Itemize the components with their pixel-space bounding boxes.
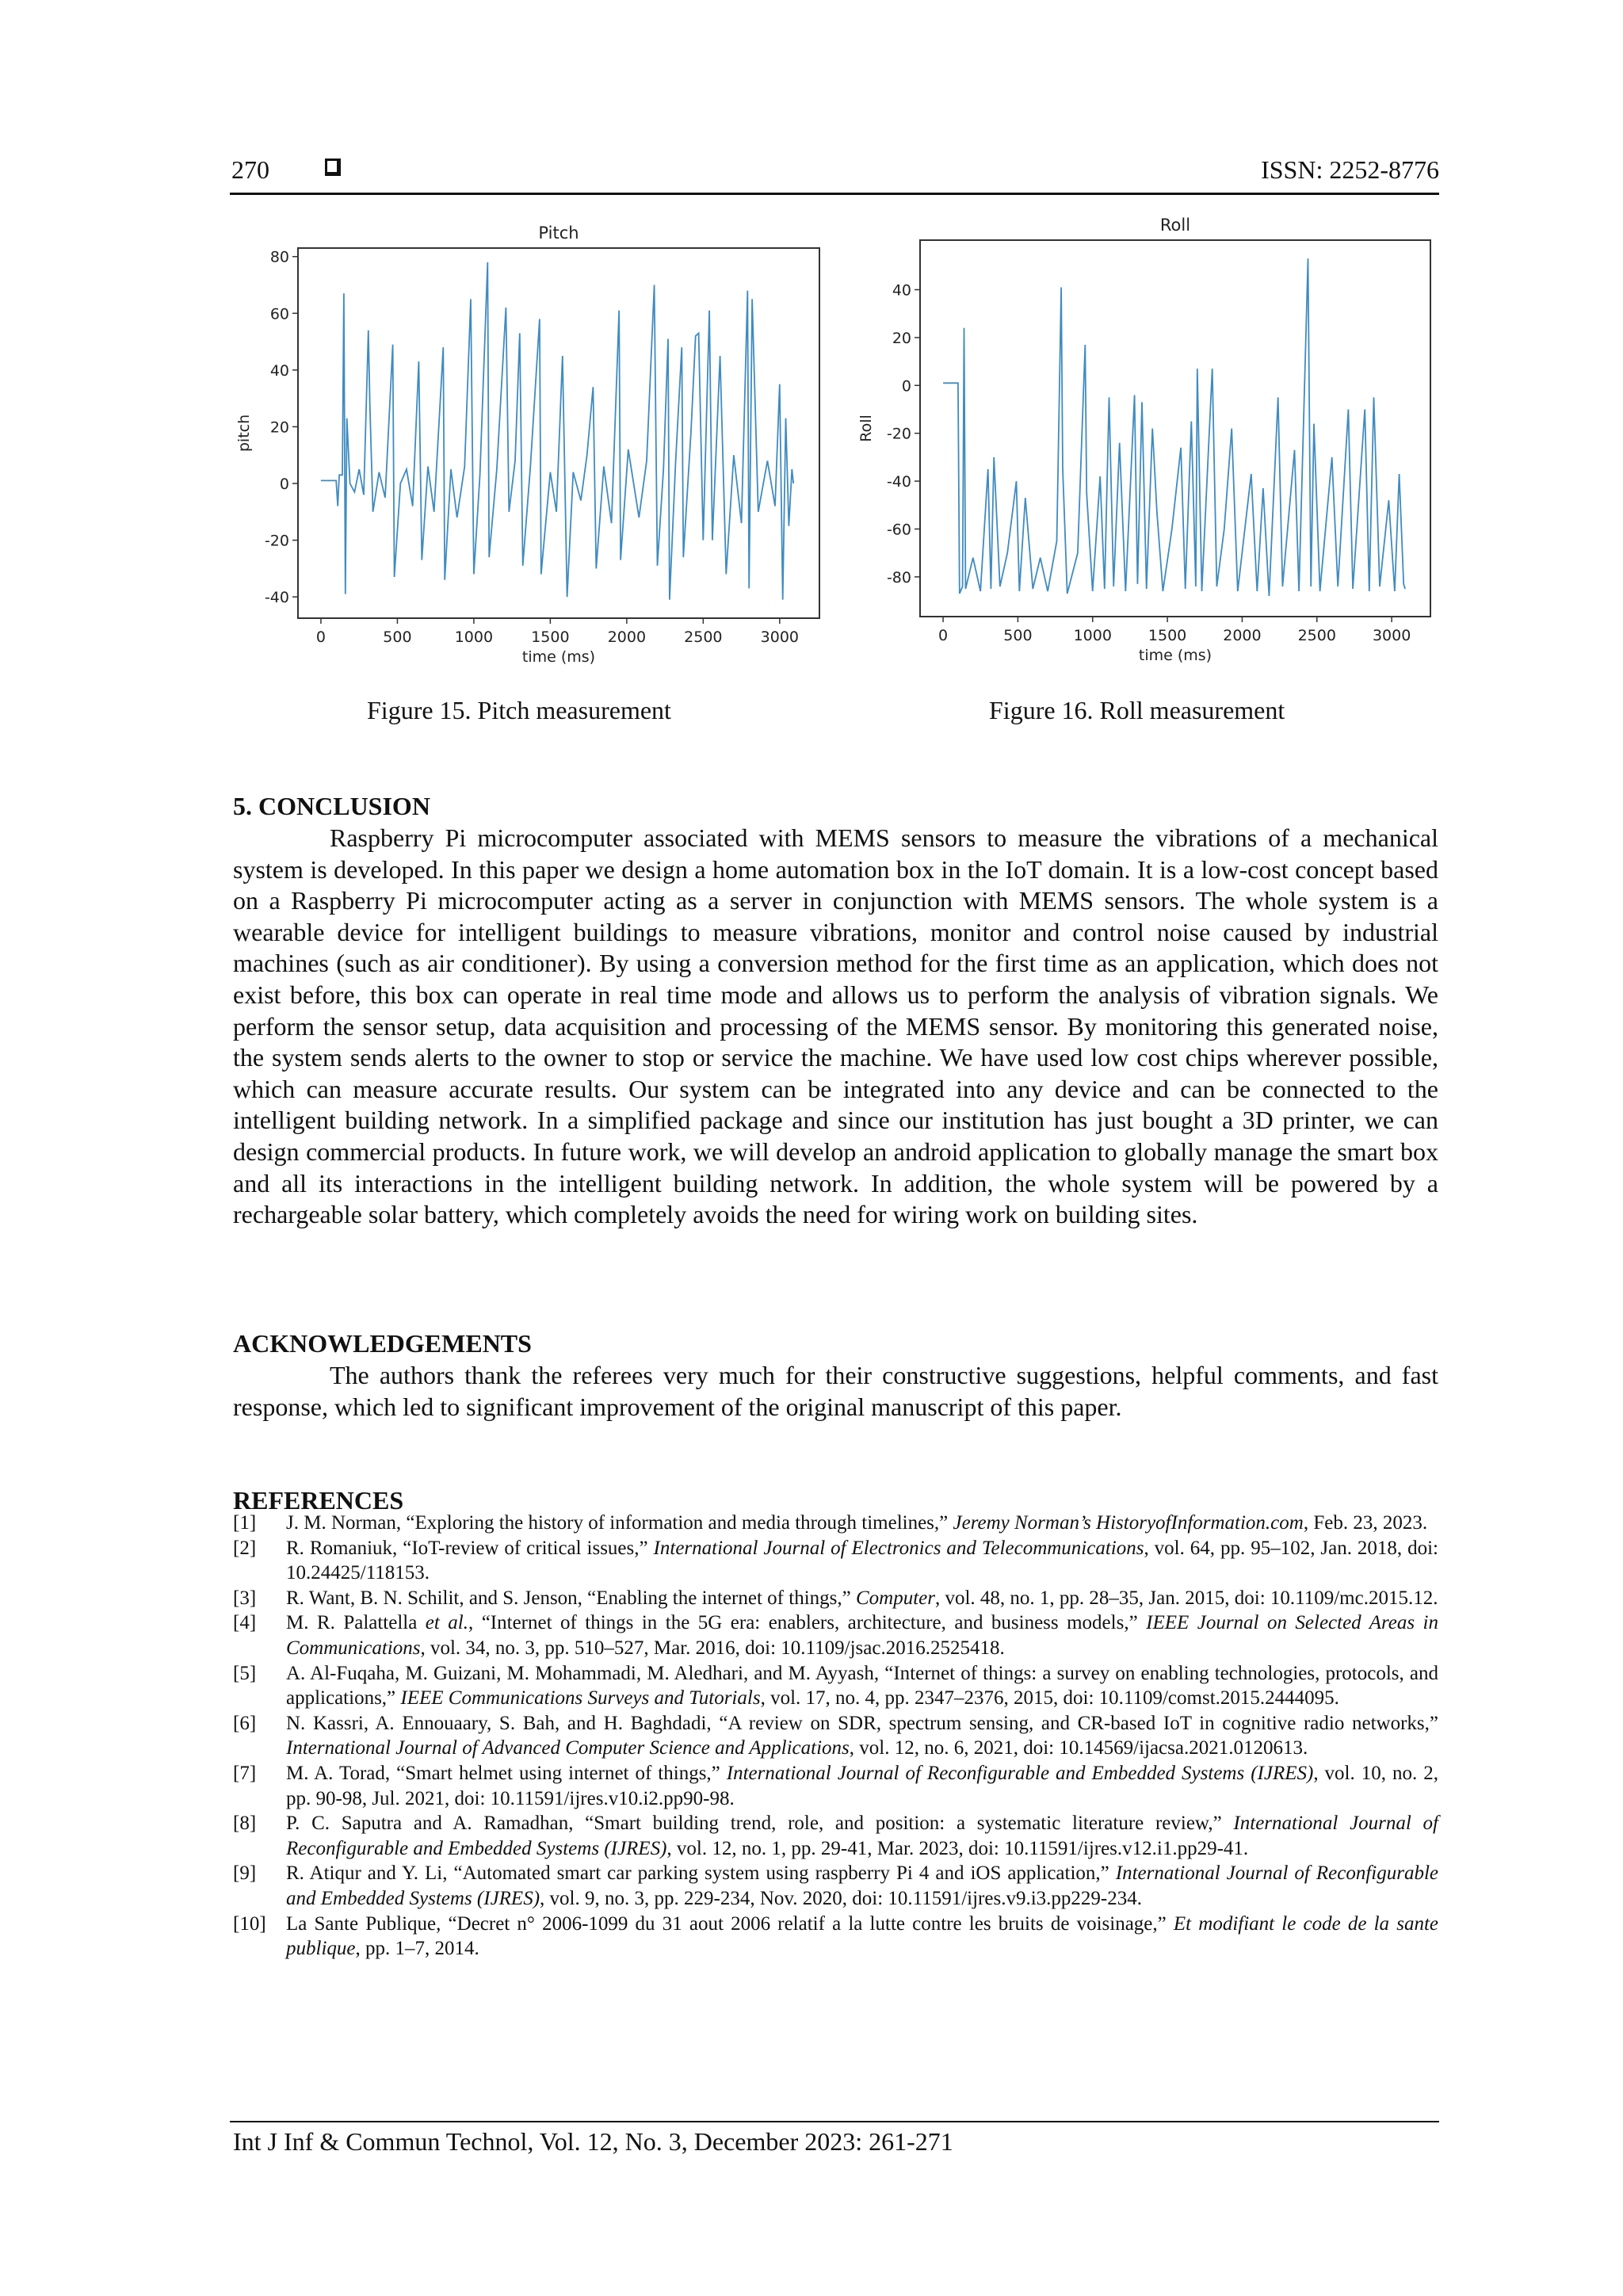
reference-part: M. R. Palattella (286, 1612, 426, 1634)
reference-part: , vol. 12, no. 1, pp. 29-41, Mar. 2023, doi: 10.11591/ijres.v12.i1.pp29-41. (666, 1837, 1249, 1859)
pitch-y-tick-label: 40 (269, 361, 289, 380)
pitch-y-tick-label: 80 (269, 248, 289, 266)
roll-plot-frame (920, 240, 1430, 617)
reference-number: [7] (233, 1762, 257, 1784)
reference-text (286, 1711, 1438, 1761)
pitch-x-tick-label: 0 (315, 628, 326, 646)
reference-text (286, 1861, 1438, 1911)
reference-item (233, 1586, 1438, 1611)
roll-x-tick-label: 500 (1003, 627, 1033, 644)
roll-x-tick-label: 2500 (1297, 627, 1336, 644)
reference-text (286, 1912, 1438, 1962)
reference-text (286, 1661, 1438, 1711)
roll-y-axis-label: Roll (857, 415, 875, 442)
reference-part: La Sante Publique, “Decret n° 2006-1099 du 31 aout 2006 relatif a la lutte contre les bruits de voisinage,” (286, 1912, 1174, 1935)
pitch-x-tick-label: 1500 (531, 628, 570, 646)
pitch-x-axis-label: time (ms) (521, 648, 596, 666)
reference-part: , vol. 17, no. 4, pp. 2347–2376, 2015, doi: 10.1109/comst.2015.2444095. (760, 1687, 1339, 1710)
reference-part: , pp. 1–7, 2014. (355, 1938, 479, 1960)
reference-source: IEEE Communications Surveys and Tutorials (400, 1687, 761, 1710)
roll-x-tick-label: 0 (938, 627, 949, 644)
reference-number: [2] (233, 1537, 257, 1559)
pitch-y-tick-label: 0 (279, 476, 289, 494)
reference-item (233, 1511, 1438, 1536)
pitch-x-tick-label: 3000 (760, 628, 800, 646)
reference-item (233, 1610, 1438, 1660)
reference-part: J. M. Norman, “Exploring the history of information and media through timelines,” (286, 1512, 953, 1534)
reference-text (286, 1586, 1438, 1611)
reference-number: [4] (233, 1612, 257, 1634)
reference-number: [1] (233, 1512, 257, 1534)
pitch-y-tick-label: 60 (269, 305, 289, 323)
reference-part: , vol. 34, no. 3, pp. 510–527, Mar. 2016, doi: 10.1109/jsac.2016.2525418. (420, 1637, 1005, 1659)
reference-source: International Journal of Reconfigurable and Embedded Systems (IJRES) (286, 1813, 1439, 1859)
roll-y-tick-label: -80 (886, 568, 911, 586)
reference-text (286, 1610, 1438, 1660)
reference-number: [8] (233, 1813, 257, 1835)
roll-x-tick-label: 1000 (1073, 627, 1112, 644)
roll-x-axis-label: time (ms) (1138, 647, 1212, 664)
roll-chart-title: Roll (1159, 216, 1191, 235)
pitch-x-tick-label: 500 (383, 628, 412, 646)
reference-number: [9] (233, 1862, 257, 1885)
footer-citation: Int J Inf & Commun Technol, Vol. 12, No. 3, December 2023: 261-271 (233, 2127, 953, 2156)
figure-15-caption: Figure 15. Pitch measurement (367, 696, 671, 724)
reference-source: Et modifiant le code de la sante publique (286, 1912, 1438, 1960)
reference-item (233, 1912, 1438, 1962)
reference-text (286, 1536, 1438, 1586)
roll-x-tick-label: 2000 (1223, 627, 1262, 644)
reference-number: [10] (233, 1912, 266, 1935)
reference-item (233, 1536, 1438, 1586)
reference-part: R. Atiqur and Y. Li, “Automated smart car parking system using raspberry Pi 4 and iOS application,” (286, 1862, 1116, 1885)
reference-part: , Feb. 23, 2023. (1303, 1512, 1428, 1534)
roll-y-tick-label: -60 (886, 521, 911, 539)
pitch-x-tick-label: 1000 (454, 628, 494, 646)
reference-part: M. A. Torad, “Smart helmet using internet of things,” (286, 1762, 727, 1784)
pitch-y-tick-label: -40 (264, 589, 289, 607)
reference-number: [5] (233, 1662, 257, 1684)
reference-source: International Journal of Reconfigurable and Embedded Systems (IJRES) (726, 1762, 1314, 1784)
reference-part: , vol. 64, pp. 95–102, Jan. 2018, doi: 10.24425/118153. (286, 1537, 1438, 1584)
reference-number: [6] (233, 1712, 257, 1734)
reference-part: P. C. Saputra and A. Ramadhan, “Smart building trend, role, and position: a systematic literature review,” (286, 1813, 1234, 1835)
page-number: 270 (231, 155, 269, 184)
pitch-y-axis-label: pitch (235, 414, 253, 453)
figure-charts (0, 0, 1623, 690)
reference-item (233, 1711, 1438, 1761)
pitch-y-tick-label: -20 (264, 532, 289, 550)
reference-part: , vol. 9, no. 3, pp. 229-234, Nov. 2020, doi: 10.11591/ijres.v9.i3.pp229-234. (540, 1887, 1142, 1909)
reference-text (286, 1811, 1438, 1861)
reference-part: N. Kassri, A. Ennouaary, S. Bah, and H. Baghdadi, “A review on SDR, spectrum sensing, and CR-based IoT in cognitive radio networks,” (286, 1712, 1438, 1734)
roll-x-tick-label: 1500 (1148, 627, 1187, 644)
reference-item (233, 1861, 1438, 1911)
reference-source: Computer (855, 1587, 935, 1609)
figure-16-caption: Figure 16. Roll measurement (989, 696, 1285, 724)
reference-part: , “Internet of things in the 5G era: enablers, architecture, and business models,” (468, 1612, 1147, 1634)
reference-source: et al. (425, 1612, 468, 1634)
reference-list (233, 1511, 1438, 1962)
roll-y-tick-label: -20 (886, 425, 911, 443)
reference-part: , vol. 12, no. 6, 2021, doi: 10.14569/ijacsa.2021.0120613. (849, 1737, 1308, 1759)
reference-source: Jeremy Norman’s HistoryofInformation.com (953, 1512, 1304, 1534)
reference-part: , vol. 48, no. 1, pp. 28–35, Jan. 2015, doi: 10.1109/mc.2015.12. (934, 1587, 1438, 1609)
reference-item (233, 1811, 1438, 1861)
pitch-plot-frame (298, 248, 819, 618)
reference-source: International Journal of Advanced Computer Science and Applications (286, 1737, 850, 1759)
roll-y-tick-label: 40 (892, 281, 911, 300)
reference-text (286, 1511, 1438, 1536)
conclusion-body: Raspberry Pi microcomputer associated with MEMS sensors to measure the vibrations of a mechanical system is developed. In this paper we design a home automation box in the IoT domain. It is a low-cost concept based on a Raspberry Pi microcomputer acting as a server in conjunction with MEMS sensors. The whole system is a wearable device for intelligent buildings to measure vibrations, monitor and control noise caused by industrial machines (such as air conditioner). By using a conversion method for the first time as an application, which does not exist before, this box can operate in real time mode and allows us to perform the analysis of vibration signals. We perform the sensor setup, data acquisition and processing of the MEMS sensor. By monitoring this generated noise, the system sends alerts to the owner to stop or service the machine. We have used low cost chips wherever possible, which can measure accurate results. Our system can be integrated into any device and can be connected to the intelligent building network. In a simplified package and since our institution has just bought a 3D printer, we can design commercial products. In future work, we will develop an android application to globally manage the smart box and all its interactions in the intelligent building network. In addition, the whole system will be powered by a rechargeable solar battery, which completely avoids the need for wiring work on building sites. (233, 823, 1438, 1229)
reference-source: International Journal of Electronics and Telecommunications (653, 1537, 1144, 1559)
pitch-x-tick-label: 2000 (607, 628, 647, 646)
reference-source: International Journal of Reconfigurable and Embedded Systems (IJRES) (286, 1862, 1438, 1909)
reference-source: IEEE Journal on Selected Areas in Communications (286, 1612, 1438, 1659)
reference-text (286, 1761, 1438, 1811)
acknowledgements-heading: ACKNOWLEDGEMENTS (233, 1329, 532, 1358)
reference-part: R. Romaniuk, “IoT-review of critical issues,” (286, 1537, 654, 1559)
reference-part: A. Al-Fuqaha, M. Guizani, M. Mohammadi, M. Aledhari, and M. Ayyash, “Internet of things: a survey on enabling technologies, protocols, and applications,” (286, 1662, 1438, 1710)
pitch-x-tick-label: 2500 (684, 628, 723, 646)
pitch-y-tick-label: 20 (269, 418, 289, 437)
reference-item (233, 1661, 1438, 1711)
issn: ISSN: 2252-8776 (1261, 155, 1439, 184)
references-heading: REFERENCES (233, 1486, 404, 1515)
pitch-chart-title: Pitch (538, 223, 579, 243)
roll-x-tick-label: 3000 (1372, 627, 1411, 644)
roll-y-tick-label: 0 (901, 377, 911, 395)
reference-number: [3] (233, 1587, 257, 1609)
roll-y-tick-label: -40 (886, 473, 911, 491)
roll-y-tick-label: 20 (892, 329, 911, 347)
reference-part: R. Want, B. N. Schilit, and S. Jenson, “Enabling the internet of things,” (286, 1587, 856, 1609)
reference-item (233, 1761, 1438, 1811)
reference-part: , vol. 10, no. 2, pp. 90-98, Jul. 2021, doi: 10.11591/ijres.v10.i2.pp90-98. (286, 1762, 1438, 1809)
footer-rule (230, 2121, 1439, 2122)
conclusion-heading: 5. CONCLUSION (233, 792, 430, 820)
acknowledgements-body: The authors thank the referees very much for their constructive suggestions, helpful comments, and fast response, which led to significant improvement of the original manuscript of this paper. (233, 1361, 1438, 1421)
